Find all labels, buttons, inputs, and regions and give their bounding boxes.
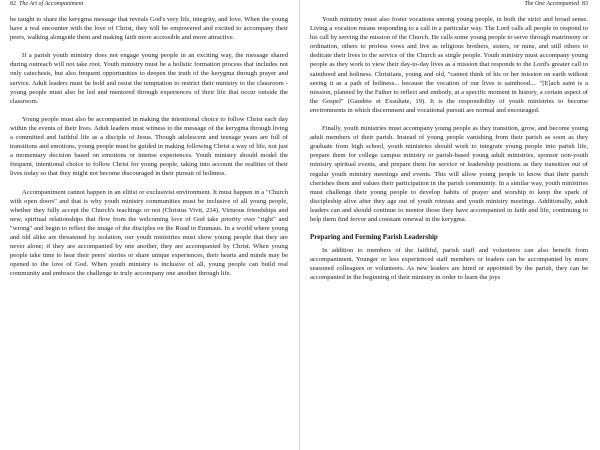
left-running-header bbox=[10, 0, 288, 15]
gutter-divider bbox=[299, 0, 300, 450]
left-paragraph-2: If a parish youth ministry does not engage young people in an exciting way, the message shared during outreach will not take root. Youth ministry must be a holistic formation process that includes not only catechesis, but also frequent opportunities to deepen the truth of the kerygma through prayer and service. Adult leaders must be bold and resist the temptation to restrict their ministry to the classroom - young people must also be led and mentored through experiences of their life that occur outside the classroom. bbox=[10, 52, 288, 105]
left-page bbox=[10, 0, 288, 278]
right-paragraph-3: In addition to members of the faithful, parish staff and volunteers can also benefit from accompaniment. Younger or less experienced staff members or leaders can be accompanied by more seasoned colleagues or volunteers. As new leaders are hired or appointed by the parish, they can be accompanied in the beginning of their ministry in order to learn the joys bbox=[310, 247, 588, 282]
left-paragraph-1: be taught to share the kerygma message that reveals God's very life, integrity, and love. When the young have a real encounter with the love of Christ, they will be empowered and excited to accompany their peers, walking alongside them and making faith more accessible and more attractive. bbox=[10, 16, 288, 42]
right-page-number: 83 bbox=[582, 1, 588, 7]
left-paragraph-3: Young people must also be accompanied in making the intentional choice to follow Christ each day within the events of their lives. Adult leaders must witness to the message of the kerygma through living a committed and faithful life as a disciple of Jesus. Though adolescent and teenage years are full of transitions and emotions, young people must be guided in making following Christ a way of life, not just a momentary decision based on emotions or intense experiences. Youth ministry should model the frequent, intentional choice to follow Christ for young people, taking into account the realities of their lives today so that they might not become discouraged in their pursuit of holiness. bbox=[10, 115, 288, 178]
right-page bbox=[310, 0, 588, 283]
right-body-text bbox=[310, 15, 588, 283]
left-running-head: The Art of Accompaniment bbox=[19, 1, 84, 7]
section-heading: Preparing and Forming Parish Leadership bbox=[310, 233, 438, 242]
right-paragraph-1: Youth ministry must also foster vocations among young people, in both the strict and broad sense. Living a vocation means responding to a call in a particular way. The Lord calls all people to respond to his call by serving the mission of the Church. He calls some young people to serve through matrimony or ordination, others to profess vows and live as religious brothers, sisters, or nuns, and still others to dedicate their lives to the service of the Church as single people. Youth ministry must accompany young people as they work to view their day-to-day lives as a mission that responds to the Lord's greater call to sainthood and holiness. Christians, young and old, "cannot think of his or her mission on earth without seeing it as a path of holiness... because the vocation of our lives is sainthood.... "[E]ach saint is a mission, planned by the Father to reflect and embody, at a specific moment in history, a certain aspect of the Gospel" (Gaudete et Exsultate, 19). It is the responsibility of youth ministries to become environments in which discernment and vocational pursuit are normal and encouraged. bbox=[310, 16, 588, 114]
right-running-header bbox=[310, 0, 588, 15]
left-body-text bbox=[10, 15, 288, 278]
right-paragraph-2: Finally, youth ministries must accompany young people as they transition, grow, and become young adult members of their parish. Instead of young people vanishing from their parish as soon as they graduate from high school, youth ministries should work to integrate young people into parish life, prepare them for college campus ministry or parish-based young adult ministries, sponsor non-youth ministry spiritual events, and prepare them for service or leadership positions as they transition out of regular youth ministry meetings and events. This will allow young people to know that their parish cherishes them and values their participation in the parish community. In a similar way, youth ministries must challenge their young people to develop habits of prayer and worship to keep the spark of discipleship alive after they age out of youth retreats and youth ministry meetings. Additionally, adult leaders can and should continue to mentor those they have accompanied in faith and life, continuing to help them find fervor and constant renewal in the kerygma. bbox=[310, 125, 588, 223]
left-page-number: 82 bbox=[10, 1, 16, 7]
left-paragraph-4: Accompaniment cannot happen in an elitist or exclusivist environment. It must happen in a "Church with open doors" and that is why youth ministry communities must be inclusive of all young people, whether they fully accept the Church's teachings or not (Christus Vivit, 234). Virtuous friendships and new, spiritual relationships that flow from the welcoming love of God take priority over "right" and "wrong" and begin to reflect the image of the disciples on the Road to Emmaus. In a world where young and old alike are threatened by isolation, our youth ministries must show young people that they are never alone; if they are accompanied by one another, they are accompanied by Christ. When young people take time to hear their peers' stories or share unique experiences, their hearts and minds may be opened to the love of God. When youth ministry is inclusive of all, young people can build real community and embrace the challenge to truly accompany one another through life. bbox=[10, 188, 288, 278]
right-running-head: The One Accompanied bbox=[524, 1, 579, 7]
